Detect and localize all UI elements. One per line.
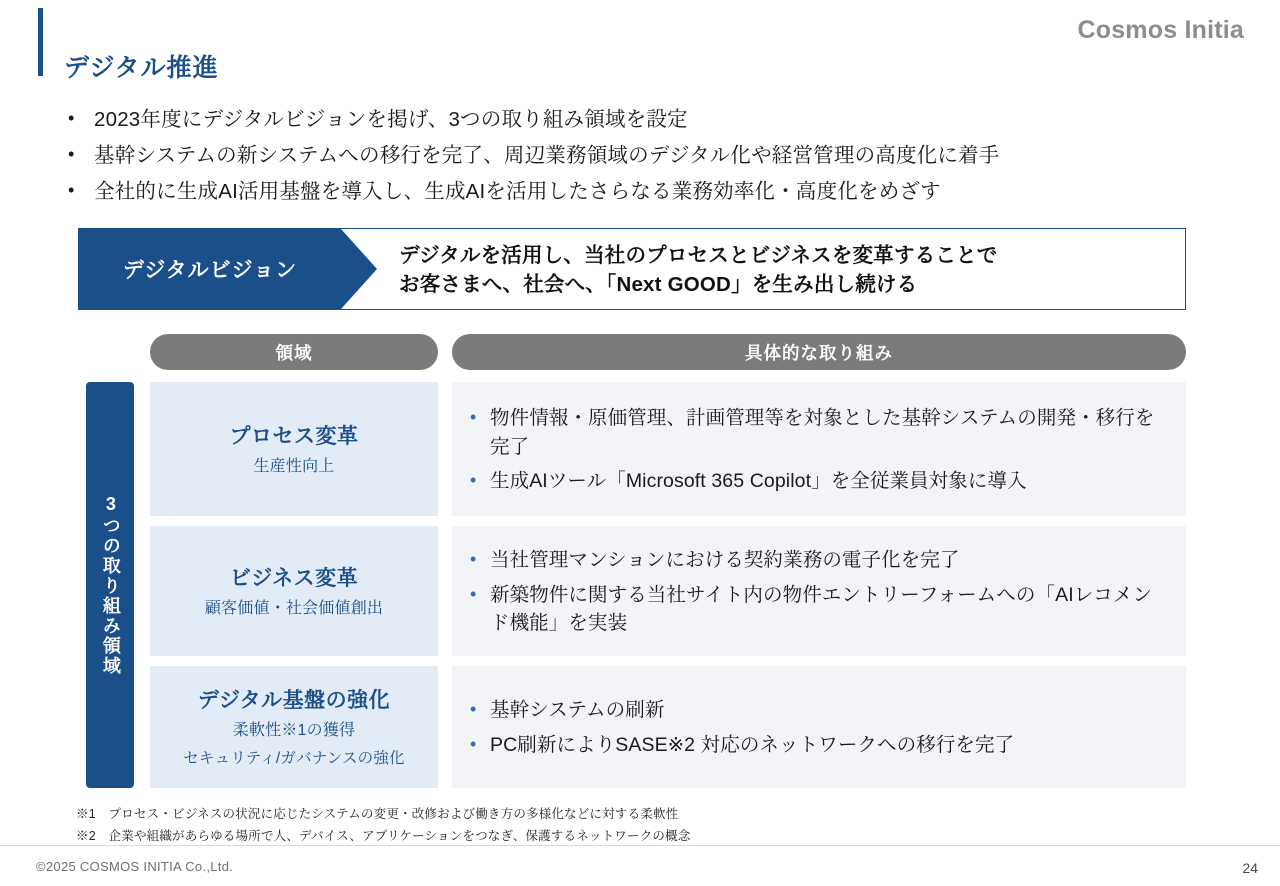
bullet-icon: • xyxy=(68,143,75,164)
column-header-actions: 具体的な取り組み xyxy=(452,334,1186,370)
action-item xyxy=(470,731,1170,760)
bullet-icon: • xyxy=(470,548,477,569)
actions-cell xyxy=(452,526,1186,656)
column-header-area: 領域 xyxy=(150,334,438,370)
summary-item xyxy=(60,140,1240,172)
summary-item xyxy=(60,176,1240,208)
digital-vision-line-1: デジタルを活用し、当社のプロセスとビジネスを変革することで xyxy=(399,244,998,267)
summary-item-text: 基幹システムの新システムへの移行を完了、周辺業務領域のデジタル化や経営管理の高度化に着手 xyxy=(94,143,1000,167)
area-subtitle-secondary: セキュリティ/ガバナンスの強化 xyxy=(183,750,405,768)
action-text: 基幹システムの刷新 xyxy=(490,699,665,722)
action-text: 生成AIツール「Microsoft 365 Copilot」を全従業員対象に導入 xyxy=(490,470,1027,493)
action-item xyxy=(470,546,1170,575)
summary-item xyxy=(60,104,1240,136)
area-subtitle: 柔軟性※1の獲得 xyxy=(232,721,356,739)
footnote-2: ※2 企業や組織があらゆる場所で人、デバイス、アプリケーションをつなぎ、保護するネットワークの概念 xyxy=(76,828,691,843)
bullet-icon: • xyxy=(68,179,75,200)
arrow-right-icon xyxy=(341,229,377,309)
three-focus-areas-sidebar xyxy=(86,382,134,788)
page-number: 24 xyxy=(1242,860,1258,876)
bullet-icon: • xyxy=(470,583,477,604)
summary-bullet-list xyxy=(60,104,1240,211)
actions-cell xyxy=(452,382,1186,516)
footnotes xyxy=(76,804,691,848)
bullet-icon: • xyxy=(470,734,477,754)
action-item xyxy=(470,404,1170,462)
action-item xyxy=(470,696,1170,725)
action-text: 物件情報・原価管理、計画管理等を対象とした基幹システムの開発・移行を完了 xyxy=(490,406,1155,458)
area-title: プロセス変革 xyxy=(229,424,359,448)
action-item xyxy=(470,467,1170,496)
title-accent-bar xyxy=(38,8,43,76)
area-cell xyxy=(150,666,438,788)
area-subtitle: 顧客価値・社会価値創出 xyxy=(204,599,384,617)
actions-cell xyxy=(452,666,1186,788)
action-text: 当社管理マンションにおける契約業務の電子化を完了 xyxy=(490,548,960,571)
bullet-icon: • xyxy=(68,108,75,128)
area-cell xyxy=(150,526,438,656)
action-text: 新築物件に関する当社サイト内の物件エントリーフォームへの「AIレコメンド機能」を実装 xyxy=(490,583,1153,635)
area-title: デジタル基盤の強化 xyxy=(197,688,391,712)
action-item xyxy=(470,581,1170,639)
page-title: デジタル推進 xyxy=(64,54,219,82)
brand-logo-text: Cosmos Initia xyxy=(1077,16,1244,44)
bullet-icon: • xyxy=(470,470,477,491)
area-subtitle: 生産性向上 xyxy=(253,457,335,475)
digital-vision-text xyxy=(399,241,1169,299)
footer-divider xyxy=(0,845,1280,846)
action-text: PC刷新によりSASE※2 対応のネットワークへの移行を完了 xyxy=(490,734,1015,756)
digital-vision-banner xyxy=(78,228,1186,310)
area-cell xyxy=(150,382,438,516)
footnote-1: ※1 プロセス・ビジネスの状況に応じたシステムの変更・改修および働き方の多様化などに対する柔軟性 xyxy=(76,807,679,821)
area-title: ビジネス変革 xyxy=(229,566,359,590)
three-focus-areas-label: 3つの取り組み領域 xyxy=(100,494,121,676)
summary-item-text: 2023年度にデジタルビジョンを掲げ、3つの取り組み領域を設定 xyxy=(94,108,688,131)
copyright-text: ©2025 COSMOS INITIA Co.,Ltd. xyxy=(36,859,234,874)
bullet-icon: • xyxy=(470,699,477,720)
digital-vision-label: デジタルビジョン xyxy=(79,229,341,309)
bullet-icon: • xyxy=(470,406,477,427)
summary-item-text: 全社的に生成AI活用基盤を導入し、生成AIを活用したさらなる業務効率化・高度化をめざす xyxy=(94,179,941,203)
digital-vision-line-2: お客さまへ、社会へ、「Next GOOD」を生み出し続ける xyxy=(399,273,918,297)
